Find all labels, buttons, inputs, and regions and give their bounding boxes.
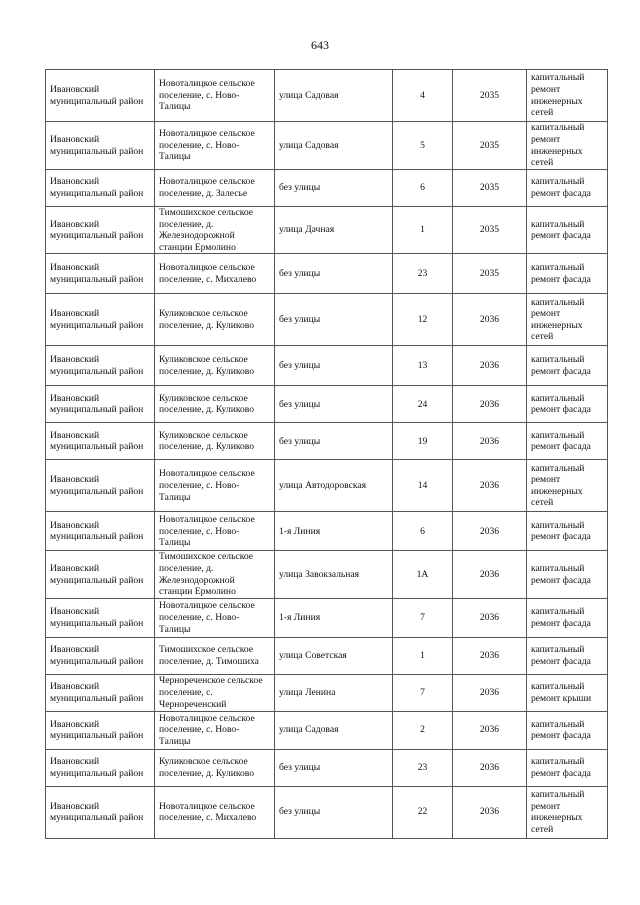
row-year: 2035 — [453, 122, 527, 170]
row-settlement: Куликовское сельское поселение, д. Куликово — [155, 423, 275, 460]
table-row — [46, 70, 608, 122]
row-settlement: Новоталицкое сельское поселение, с. Михалево — [155, 786, 275, 838]
row-settlement: Новоталицкое сельское поселение, с. Ново-Талицы — [155, 711, 275, 749]
row-street: улица Садовая — [275, 122, 393, 170]
row-house-number: 1А — [393, 551, 453, 598]
row-house-number: 12 — [393, 294, 453, 346]
row-work-type: капитальный ремонт инженерных сетей — [527, 294, 608, 346]
row-street: без улицы — [275, 170, 393, 207]
row-district: Ивановский муниципальный район — [46, 786, 155, 838]
table-row — [46, 749, 608, 786]
table-row — [46, 207, 608, 254]
row-year: 2036 — [453, 551, 527, 598]
table-row — [46, 711, 608, 749]
row-year: 2035 — [453, 207, 527, 254]
row-work-type: капитальный ремонт фасада — [527, 207, 608, 254]
row-settlement: Новоталицкое сельское поселение, с. Ново-Талицы — [155, 122, 275, 170]
row-year: 2036 — [453, 598, 527, 637]
row-street: улица Автодоровская — [275, 460, 393, 512]
row-street: улица Садовая — [275, 711, 393, 749]
row-house-number: 1 — [393, 207, 453, 254]
table-row — [46, 637, 608, 674]
table-row — [46, 294, 608, 346]
row-district: Ивановский муниципальный район — [46, 207, 155, 254]
row-house-number: 24 — [393, 386, 453, 423]
table-row — [46, 786, 608, 838]
row-house-number: 5 — [393, 122, 453, 170]
row-district: Ивановский муниципальный район — [46, 512, 155, 551]
row-street: без улицы — [275, 386, 393, 423]
row-house-number: 23 — [393, 254, 453, 294]
row-year: 2036 — [453, 512, 527, 551]
row-house-number: 6 — [393, 170, 453, 207]
row-district: Ивановский муниципальный район — [46, 674, 155, 711]
row-district: Ивановский муниципальный район — [46, 749, 155, 786]
row-year: 2036 — [453, 786, 527, 838]
row-house-number: 2 — [393, 711, 453, 749]
row-district: Ивановский муниципальный район — [46, 294, 155, 346]
row-street: без улицы — [275, 786, 393, 838]
table-row — [46, 423, 608, 460]
row-settlement: Новоталицкое сельское поселение, с. Ново-Талицы — [155, 70, 275, 122]
row-street: без улицы — [275, 423, 393, 460]
row-settlement: Куликовское сельское поселение, д. Куликово — [155, 749, 275, 786]
row-work-type: капитальный ремонт фасада — [527, 711, 608, 749]
row-house-number: 4 — [393, 70, 453, 122]
row-year: 2035 — [453, 70, 527, 122]
row-house-number: 13 — [393, 346, 453, 386]
row-house-number: 1 — [393, 637, 453, 674]
row-work-type: капитальный ремонт инженерных сетей — [527, 70, 608, 122]
row-street: без улицы — [275, 346, 393, 386]
row-house-number: 7 — [393, 598, 453, 637]
row-street: без улицы — [275, 749, 393, 786]
row-year: 2036 — [453, 674, 527, 711]
row-settlement: Тимошихское сельское поселение, д. Железнодорожной станции Ермолино — [155, 551, 275, 598]
row-year: 2036 — [453, 749, 527, 786]
row-year: 2036 — [453, 346, 527, 386]
row-street: без улицы — [275, 294, 393, 346]
table-row — [46, 674, 608, 711]
row-work-type: капитальный ремонт фасада — [527, 512, 608, 551]
row-year: 2036 — [453, 711, 527, 749]
row-settlement: Новоталицкое сельское поселение, с. Ново-Талицы — [155, 512, 275, 551]
table-row — [46, 170, 608, 207]
row-street: улица Советская — [275, 637, 393, 674]
row-house-number: 23 — [393, 749, 453, 786]
row-house-number: 19 — [393, 423, 453, 460]
row-street: без улицы — [275, 254, 393, 294]
row-street: 1-я Линия — [275, 598, 393, 637]
row-work-type: капитальный ремонт фасада — [527, 637, 608, 674]
row-work-type: капитальный ремонт фасада — [527, 386, 608, 423]
row-work-type: капитальный ремонт фасада — [527, 170, 608, 207]
row-work-type: капитальный ремонт фасада — [527, 254, 608, 294]
row-street: 1-я Линия — [275, 512, 393, 551]
table-row — [46, 598, 608, 637]
row-settlement: Новоталицкое сельское поселение, с. Михалево — [155, 254, 275, 294]
row-year: 2036 — [453, 423, 527, 460]
row-work-type: капитальный ремонт фасада — [527, 423, 608, 460]
row-district: Ивановский муниципальный район — [46, 170, 155, 207]
row-district: Ивановский муниципальный район — [46, 423, 155, 460]
row-settlement: Тимошихское сельское поселение, д. Тимошиха — [155, 637, 275, 674]
row-work-type: капитальный ремонт фасада — [527, 346, 608, 386]
row-year: 2036 — [453, 294, 527, 346]
table-row — [46, 254, 608, 294]
row-house-number: 14 — [393, 460, 453, 512]
row-year: 2036 — [453, 386, 527, 423]
row-district: Ивановский муниципальный район — [46, 598, 155, 637]
table-row — [46, 122, 608, 170]
table-row — [46, 386, 608, 423]
row-district: Ивановский муниципальный район — [46, 254, 155, 294]
row-work-type: капитальный ремонт инженерных сетей — [527, 122, 608, 170]
row-district: Ивановский муниципальный район — [46, 346, 155, 386]
housing-repair-table — [45, 69, 608, 839]
row-settlement: Куликовское сельское поселение, д. Куликово — [155, 294, 275, 346]
row-district: Ивановский муниципальный район — [46, 551, 155, 598]
row-year: 2036 — [453, 460, 527, 512]
table-row — [46, 460, 608, 512]
row-house-number: 22 — [393, 786, 453, 838]
row-district: Ивановский муниципальный район — [46, 386, 155, 423]
row-settlement: Тимошихское сельское поселение, д. Железнодорожной станции Ермолино — [155, 207, 275, 254]
row-street: улица Садовая — [275, 70, 393, 122]
row-district: Ивановский муниципальный район — [46, 122, 155, 170]
row-district: Ивановский муниципальный район — [46, 711, 155, 749]
row-work-type: капитальный ремонт фасада — [527, 598, 608, 637]
row-settlement: Куликовское сельское поселение, д. Куликово — [155, 346, 275, 386]
row-district: Ивановский муниципальный район — [46, 460, 155, 512]
row-district: Ивановский муниципальный район — [46, 70, 155, 122]
row-street: улица Ленина — [275, 674, 393, 711]
table-row — [46, 346, 608, 386]
row-year: 2035 — [453, 170, 527, 207]
row-settlement: Новоталицкое сельское поселение, с. Ново-Талицы — [155, 598, 275, 637]
row-settlement: Новоталицкое сельское поселение, с. Ново-Талицы — [155, 460, 275, 512]
row-street: улица Завокзальная — [275, 551, 393, 598]
row-work-type: капитальный ремонт фасада — [527, 551, 608, 598]
page-number: 643 — [311, 38, 329, 52]
row-year: 2036 — [453, 637, 527, 674]
row-house-number: 7 — [393, 674, 453, 711]
row-settlement: Куликовское сельское поселение, д. Куликово — [155, 386, 275, 423]
row-year: 2035 — [453, 254, 527, 294]
row-street: улица Дачная — [275, 207, 393, 254]
table-row — [46, 551, 608, 598]
table-row — [46, 512, 608, 551]
row-settlement: Новоталицкое сельское поселение, д. Залесье — [155, 170, 275, 207]
row-work-type: капитальный ремонт инженерных сетей — [527, 786, 608, 838]
row-district: Ивановский муниципальный район — [46, 637, 155, 674]
row-work-type: капитальный ремонт фасада — [527, 749, 608, 786]
row-work-type: капитальный ремонт инженерных сетей — [527, 460, 608, 512]
row-work-type: капитальный ремонт крыши — [527, 674, 608, 711]
row-settlement: Чернореченское сельское поселение, с. Чернореченский — [155, 674, 275, 711]
row-house-number: 6 — [393, 512, 453, 551]
